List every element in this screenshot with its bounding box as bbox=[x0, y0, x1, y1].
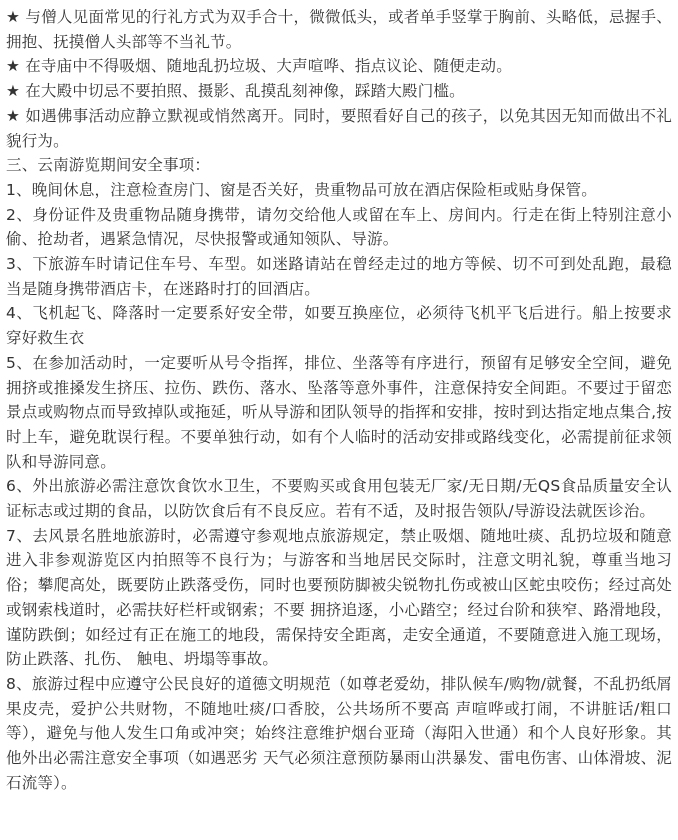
etiquette-item-hall-conduct: ★ 在大殿中切忌不要拍照、摄影、乱摸乱刻神像，踩踏大殿门槛。 bbox=[6, 82, 465, 101]
safety-item-6: 6、外出旅游必需注意饮食饮水卫生，不要购买或食用包装无厂家/无日期/无QS食品质量安全认证标志或过期的食品，以防饮食后有不良反应。若有不适，及时报告领队/导游设法就医诊治。 bbox=[6, 477, 672, 521]
safety-item-1: 1、晚间休息，注意检查房门、窗是否关好，贵重物品可放在酒店保险柜或贴身保管。 bbox=[6, 180, 597, 199]
etiquette-item-greeting: ★ 与僧人见面常见的行礼方式为双手合十，微微低头，或者单手竖掌于胸前、头略低，忌握手、拥抱、抚摸僧人头部等不当礼节。 bbox=[6, 8, 672, 51]
safety-item-8: 8、旅游过程中应遵守公民良好的道德文明规范（如尊老爱幼，排队候车/购物/就餐，不乱扔纸屑果皮壳，爱护公共财物，不随地吐痰/口香胶，公共场所不要高 声喧哗或打闹，不讲脏话/粗口等），避免与他人发生口角或冲突；始终注意维护烟台亚琦（海阳入世通）和个人良好形象。其他外出必需注意安全事项（如遇恶劣 天气必须注意预防暴雨山洪暴发、雷电伤害、山体滑坡、泥石流等）。 bbox=[6, 674, 672, 792]
safety-item-5: 5、在参加活动时，一定要听从号令指挥，排位、坐落等有序进行，预留有足够安全空间，避免拥挤或推搡发生挤压、拉伤、跌伤、落水、坠落等意外事件，注意保持安全间距。不要过于留恋景点或购物点而导致掉队或拖延，听从导游和团队领导的指挥和安排，按时到达指定地点集合,按时上车，避免耽误行程。不要单独行动，如有个人临时的活动安排或路线变化，必需提前征求领队和导游同意。 bbox=[6, 353, 672, 471]
etiquette-item-ceremony: ★ 如遇佛事活动应静立默视或悄然离开。同时，要照看好自己的孩子，以免其因无知而做出不礼貌行为。 bbox=[6, 106, 672, 150]
section-heading-safety: 三、云南游览期间安全事项： bbox=[6, 156, 211, 175]
safety-item-3: 3、下旅游车时请记住车号、车型。如迷路请站在曾经走过的地方等候、切不可到处乱跑，最稳当是随身携带酒店卡，在迷路时打的回酒店。 bbox=[6, 255, 672, 298]
safety-item-4: 4、飞机起飞、降落时一定要系好安全带，如要互换座位，必须待飞机平飞后进行。船上按要求穿好救生衣 bbox=[6, 304, 672, 348]
etiquette-item-temple-conduct: ★ 在寺庙中不得吸烟、随地乱扔垃圾、大声喧哗、指点议论、随便走动。 bbox=[6, 57, 512, 76]
safety-item-7: 7、去风景名胜地旅游时，必需遵守参观地点旅游规定，禁止吸烟、随地吐痰、乱扔垃圾和随意进入非参观游览区内拍照等不良行为；与游客和当地居民交际时，注意文明礼貌，尊重当地习俗；攀爬高处，既要防止跌落受伤，同时也要预防脚被尖锐物扎伤或被山区蛇虫咬伤；经过高处或钢索栈道时，必需扶好栏杆或钢索；不要 拥挤追逐，小心踏空；经过台阶和狭窄、路滑地段，谨防跌倒；如经过有正在施工的地段，需保持安全距离，走安全通道，不要随意进入施工现场，防止跌落、扎伤、 触电、坍塌等事故。 bbox=[6, 526, 672, 669]
safety-item-2: 2、身份证件及贵重物品随身携带，请勿交给他人或留在车上、房间内。行走在街上特别注意小偷、抢劫者，遇紧急情况，尽快报警或通知领队、导游。 bbox=[6, 205, 672, 249]
